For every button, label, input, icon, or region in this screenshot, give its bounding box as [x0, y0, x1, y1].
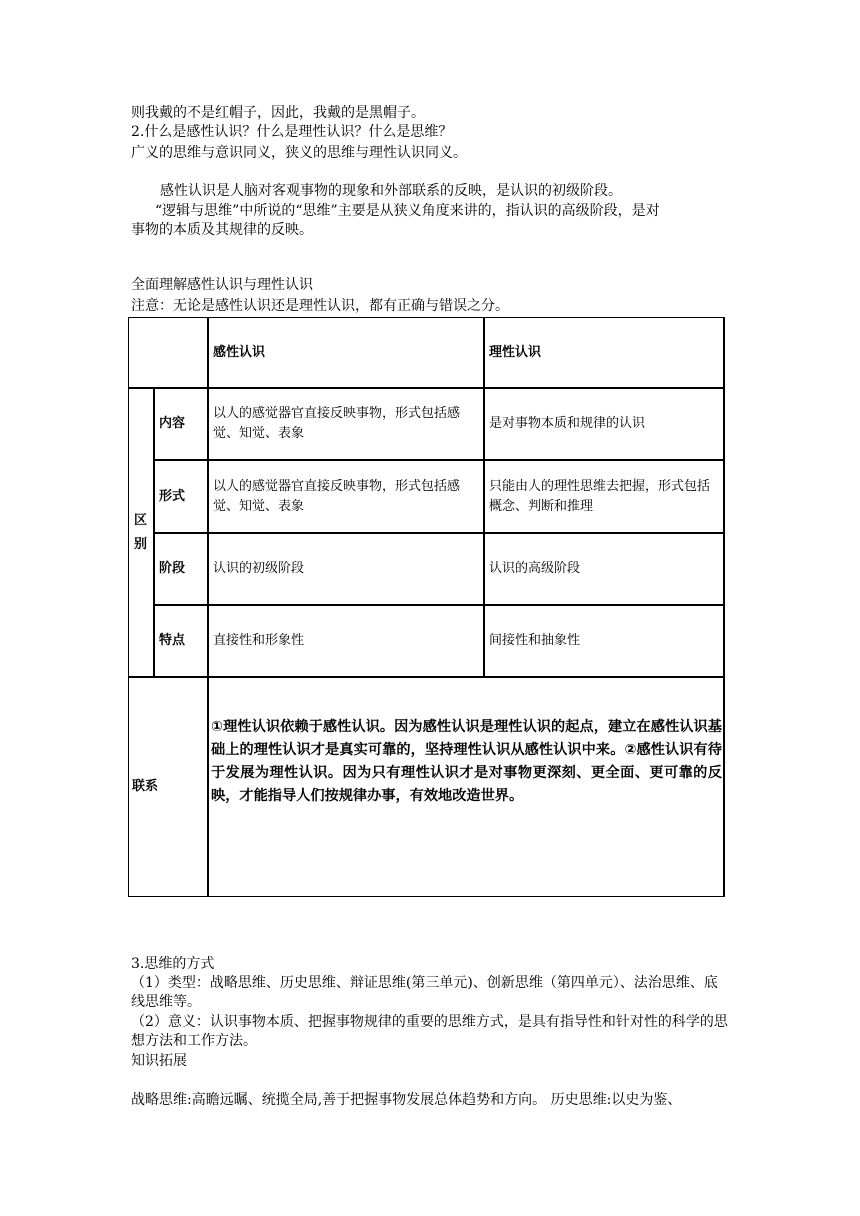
- intro-line-3: 广义的思维与意识同义，狭义的思维与理性认识同义。: [131, 145, 467, 161]
- extension-text: 战略思维:高瞻远瞩、统揽全局,善于把握事物发展总体趋势和方向。 历史思维:以史为鉴、: [131, 1092, 682, 1108]
- row-label-feature: 特点: [159, 633, 186, 648]
- row-feature-rational: 间接性和抽象性: [489, 633, 581, 648]
- row-feature-perceptual: 直接性和形象性: [213, 633, 305, 648]
- group-label-difference: 区别: [133, 512, 147, 552]
- section3-types: （1）类型：战略思维、历史思维、辩证思维(第三单元)、创新思维（第四单元）、法治思维、底线思维等。: [131, 975, 718, 1010]
- header-rational: 理性认识: [489, 344, 542, 360]
- row-content-perceptual: 以人的感觉器官直接反映事物，形式包括感觉、知觉、表象: [213, 406, 461, 441]
- row-label-content: 内容: [159, 416, 186, 431]
- perceptual-definition: 感性认识是人脑对客观事物的现象和外部联系的反映，是认识的初级阶段。: [160, 183, 622, 199]
- section3-title: 3.思维的方式: [131, 956, 215, 972]
- row-label-form: 形式: [159, 488, 186, 504]
- row-form-rational: 只能由人的理性思维去把握，形式包括概念、判断和推理: [489, 478, 711, 514]
- link-text: ①理性认识依赖于感性认识。因为感性认识是理性认识的起点，建立在感性认识基础上的理性认识才是真实可靠的，坚持理性认识从感性认识中来。②感性认识有待于发展为理性认识。因为只有理性认识才是对事物更深刻、更全面、更可靠的反映，才能指导人们按规律办事，有效地改造世界。: [211, 719, 722, 804]
- extension-title: 知识拓展: [131, 1053, 187, 1069]
- header-perceptual: 感性认识: [213, 344, 266, 360]
- section-title: 全面理解感性认识与理性认识: [131, 277, 313, 293]
- question-heading: 2.什么是感性认识？什么是理性认识？什么是思维？: [131, 124, 453, 140]
- row-content-rational: 是对事物本质和规律的认识: [489, 416, 646, 431]
- note-text: 注意：无论是感性认识还是理性认识，都有正确与错误之分。: [131, 298, 509, 314]
- link-label: 联系: [132, 779, 159, 794]
- thinking-definition-line-2: 事物的本质及其规律的反映。: [131, 222, 313, 238]
- intro-line-1: 则我戴的不是红帽子，因此，我戴的是黑帽子。: [131, 105, 425, 121]
- row-stage-perceptual: 认识的初级阶段: [213, 561, 305, 576]
- row-form-perceptual: 以人的感觉器官直接反映事物，形式包括感觉、知觉、表象: [213, 478, 461, 514]
- row-stage-rational: 认识的高级阶段: [489, 561, 581, 576]
- row-label-stage: 阶段: [159, 561, 186, 576]
- thinking-definition-line-1: “逻辑与思维”中所说的“思维”主要是从狭义角度来讲的，指认识的高级阶段，是对: [155, 203, 660, 219]
- section3-meaning: （2）意义：认识事物本质、把握事物规律的重要的思维方式，是具有指导性和针对性的科学的思想方法和工作方法。: [131, 1014, 728, 1049]
